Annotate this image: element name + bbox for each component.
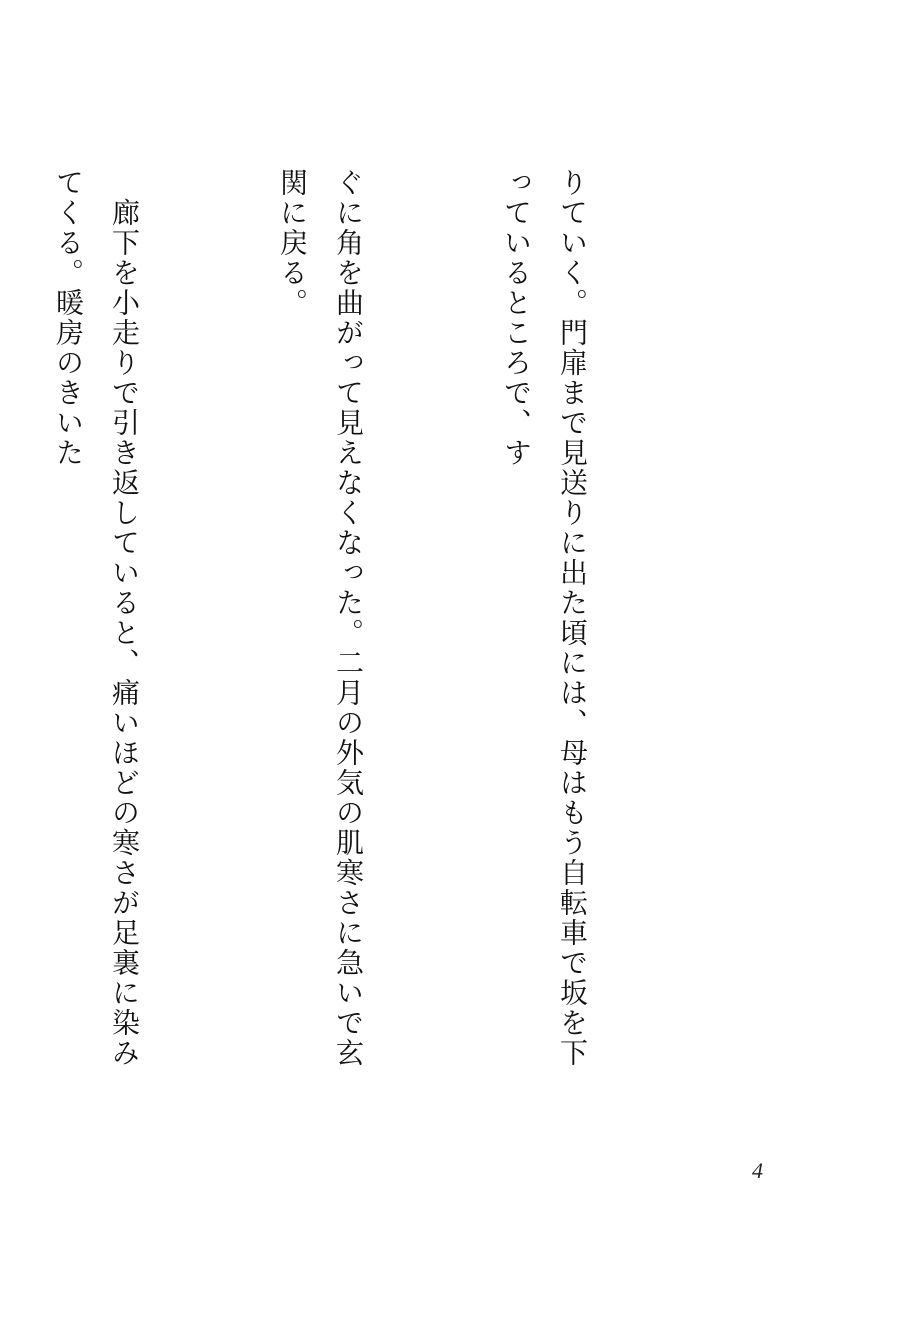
text-column-2: ぐに角を曲がって見えなくなった。二月の外気の肌寒さに急いで玄関に戻る。 xyxy=(276,168,365,1068)
text-column-1: りていく。門扉まで見送りに出た頃には、母はもう自転車で坂を下っているところで、す xyxy=(500,168,589,1068)
page-number: 4 xyxy=(752,1158,763,1183)
vertical-body-text xyxy=(52,168,712,1088)
text-column-3: 廊下を小走りで引き返していると、痛いほどの寒さが足裏に染みてくる。暖房のきいた xyxy=(52,168,141,1068)
